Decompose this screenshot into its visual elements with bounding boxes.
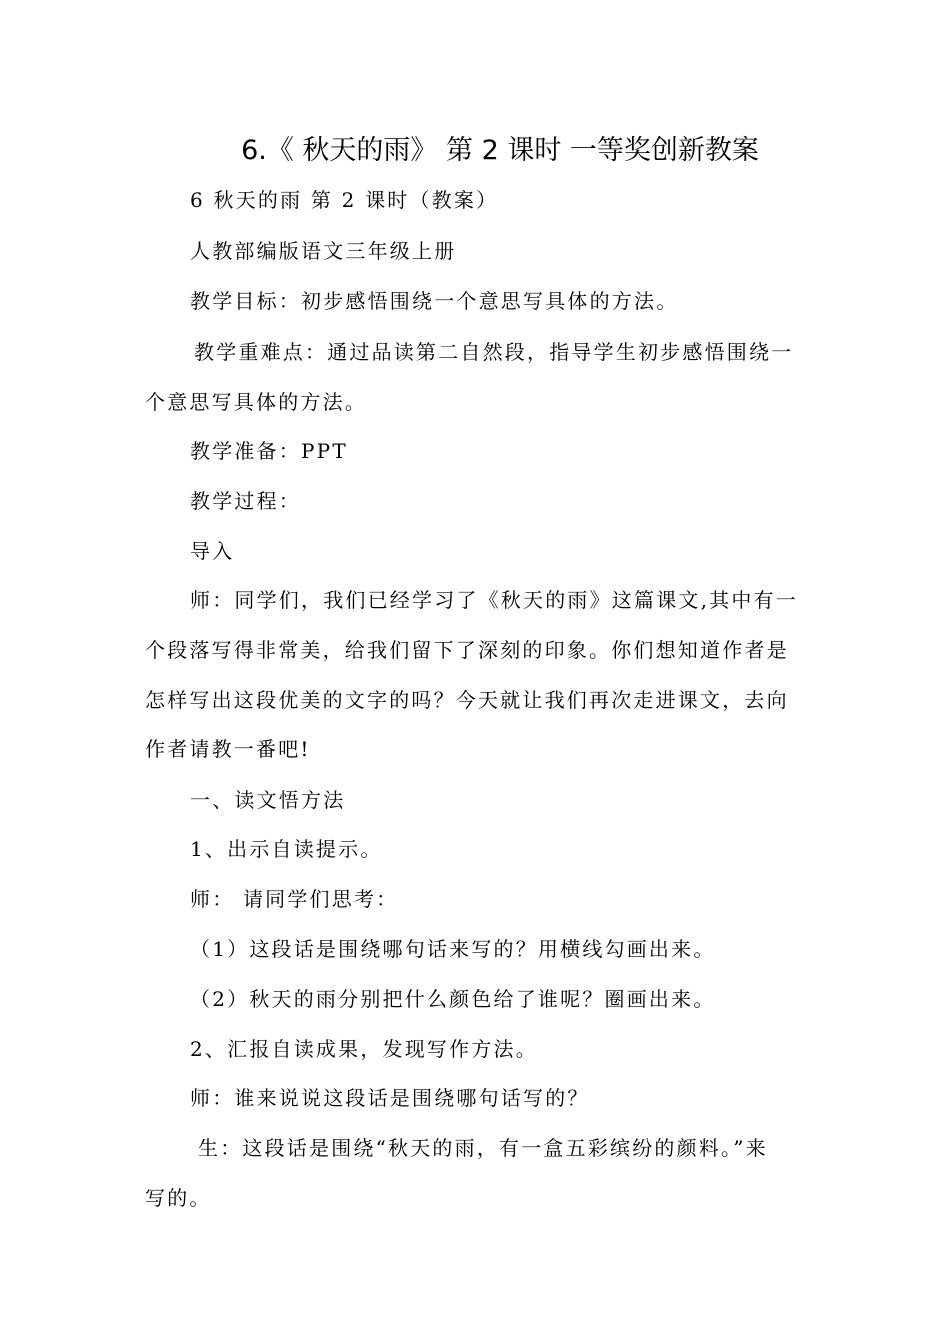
teaching-goal: 教学目标：初步感悟围绕一个意思写具体的方法。	[190, 289, 679, 313]
section-intro: 导入	[190, 539, 235, 563]
teaching-preparation: 教学准备：PPT	[190, 439, 348, 463]
teaching-difficulty-line-1: 教学重难点：通过品读第二自然段，指导学生初步感悟围绕一	[194, 340, 794, 364]
question-1: （1）这段话是围绕哪句话来写的？用横线勾画出来。	[190, 937, 716, 961]
step-2: 2、汇报自读成果，发现写作方法。	[190, 1037, 538, 1061]
section-heading-1: 一、读文悟方法	[190, 788, 346, 812]
paragraph-line-2: 个段落写得非常美，给我们留下了深刻的印象。你们想知道作者是	[145, 638, 789, 662]
teacher-question: 师：谁来说说这段话是围绕哪句话写的？	[190, 1086, 590, 1110]
teacher-prompt: 师： 请同学们思考：	[190, 887, 399, 911]
teaching-process: 教学过程：	[190, 489, 301, 513]
paragraph-line-3: 怎样写出这段优美的文字的吗？今天就让我们再次走进课文，去向	[145, 688, 789, 712]
student-answer-line-1: 生：这段话是围绕“秋天的雨，有一盒五彩缤纷的颜料。”来	[198, 1136, 768, 1160]
student-answer-line-2: 写的。	[145, 1186, 212, 1210]
teaching-difficulty-line-2: 个意思写具体的方法。	[145, 390, 367, 414]
lesson-heading: 6 秋天的雨 第 2 课时（教案）	[190, 188, 499, 212]
textbook-edition: 人教部编版语文三年级上册	[190, 239, 457, 263]
paragraph-line-1: 师：同学们，我们已经学习了《秋天的雨》这篇课文,其中有一	[190, 588, 798, 612]
step-1: 1、出示自读提示。	[190, 837, 383, 861]
question-2: （2）秋天的雨分别把什么颜色给了谁呢？圈画出来。	[190, 987, 716, 1011]
paragraph-line-4: 作者请教一番吧!	[145, 737, 311, 761]
document-title: 6.《 秋天的雨》 第 2 课时 一等奖创新教案	[241, 135, 759, 166]
